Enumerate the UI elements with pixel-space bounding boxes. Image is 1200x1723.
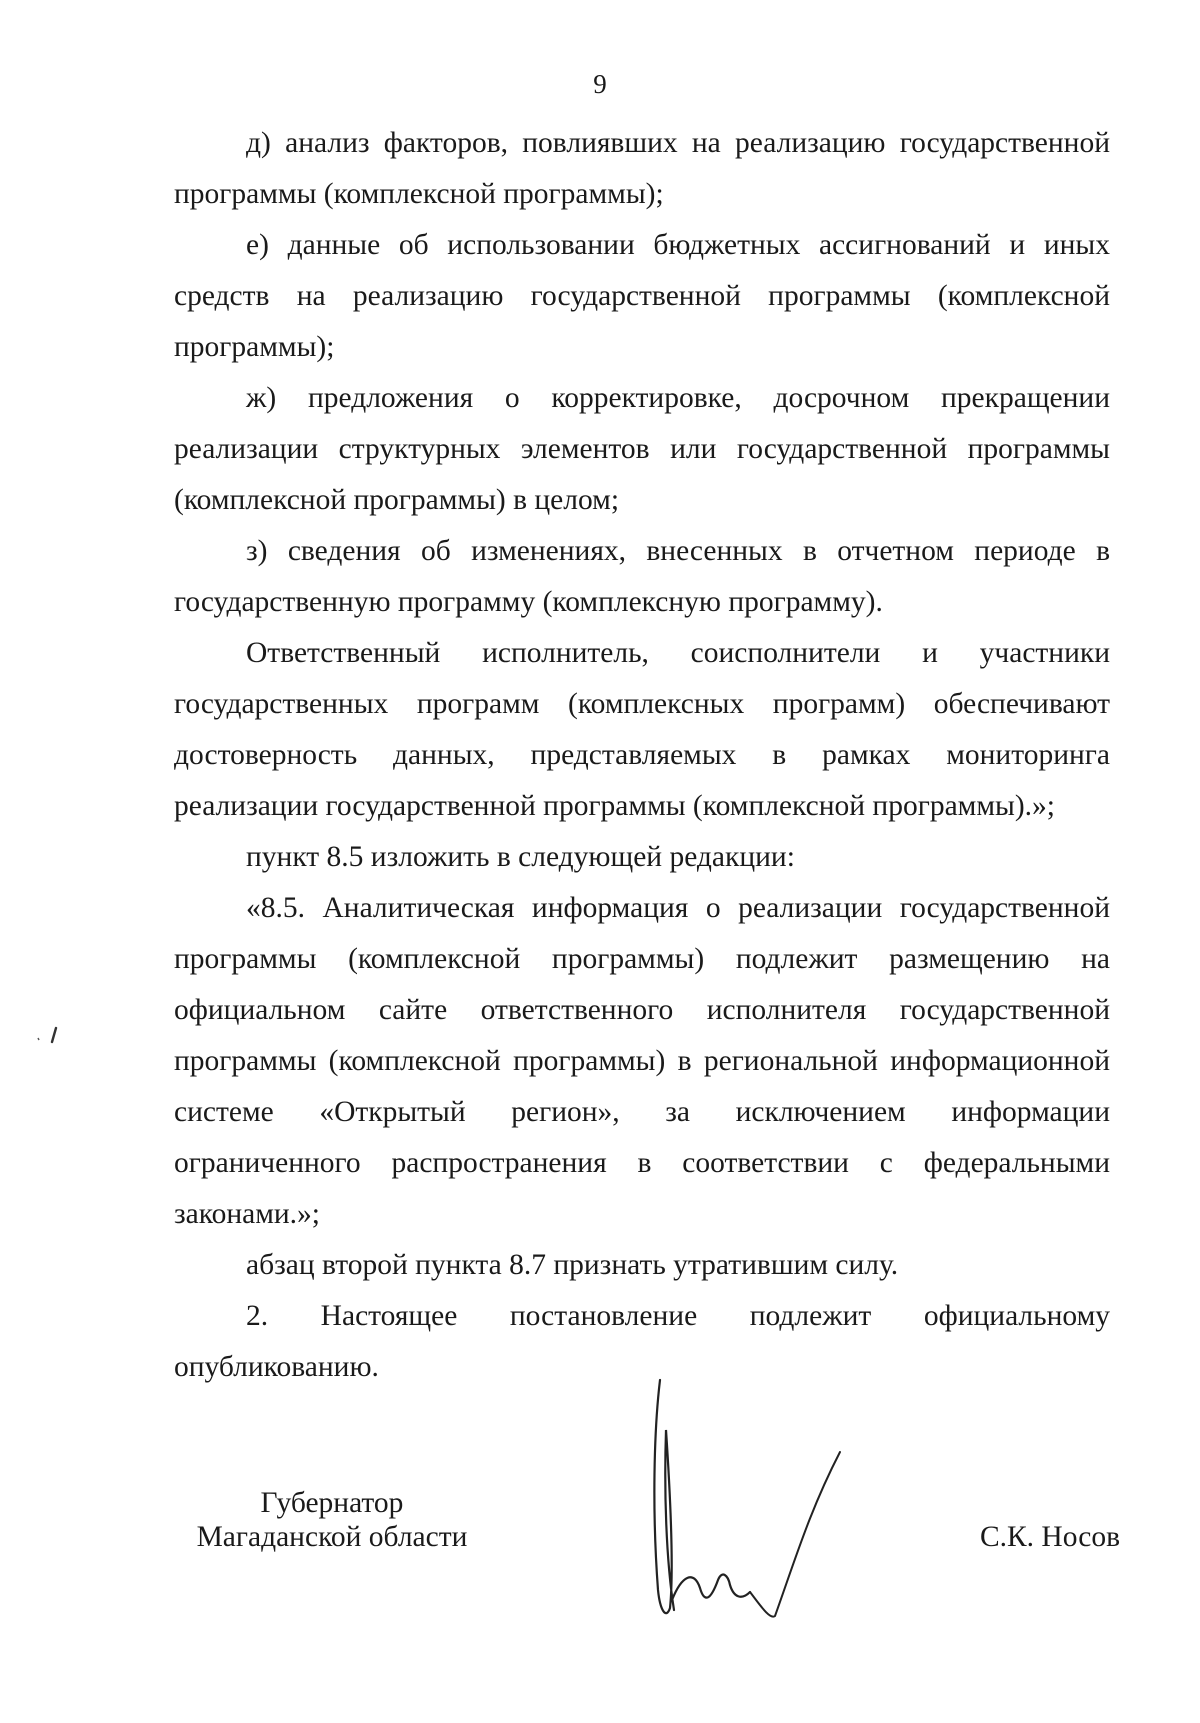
paragraph-zh: ж) предложения о корректировке, досрочном прекращении реализации структурных элементов или государственной программы (комплексной программы) в целом; — [174, 382, 1110, 516]
paragraph-e: е) данные об использовании бюджетных ассигнований и иных средств на реализацию государственной программы (комплексной программы); — [174, 229, 1110, 363]
paragraph-publication: 2. Настоящее постановление подлежит официальному опубликованию. — [174, 1300, 1110, 1383]
signatory-title — [172, 1486, 492, 1554]
signatory-title-line1: Губернатор — [260, 1487, 404, 1519]
paragraph-responsible: Ответственный исполнитель, соисполнители и участники государственных программ (комплексных программ) обеспечивают достоверность данных, представляемых в рамках мониторинга реализации государственной программы (комплексной программы).»; — [174, 637, 1110, 822]
paragraph-amend-8-5: пункт 8.5 изложить в следующей редакции: — [246, 841, 795, 873]
handwritten-signature — [630, 1370, 870, 1630]
paragraph-d: д) анализ факторов, повлиявших на реализацию государственной программы (комплексной программы); — [174, 127, 1110, 210]
document-body — [174, 118, 1110, 1393]
page-number: 9 — [593, 69, 607, 99]
paragraph-8-5: «8.5. Аналитическая информация о реализации государственной программы (комплексной программы) подлежит размещению на официальном сайте ответственного исполнителя государственной программы (комплексной программы) в региональной информационной системе «Открытый регион», за исключением информации ограниченного распространения в соответствии с федеральными законами.»; — [174, 892, 1110, 1230]
signatory-title-line2: Магаданской области — [196, 1521, 468, 1553]
paragraph-amend-8-7: абзац второй пункта 8.7 признать утратившим силу. — [246, 1249, 899, 1281]
signatory-name: С.К. Носов — [979, 1521, 1120, 1553]
margin-mark — [34, 1022, 64, 1046]
paragraph-z: з) сведения об изменениях, внесенных в отчетном периоде в государственную программу (комплексную программу). — [174, 535, 1110, 618]
